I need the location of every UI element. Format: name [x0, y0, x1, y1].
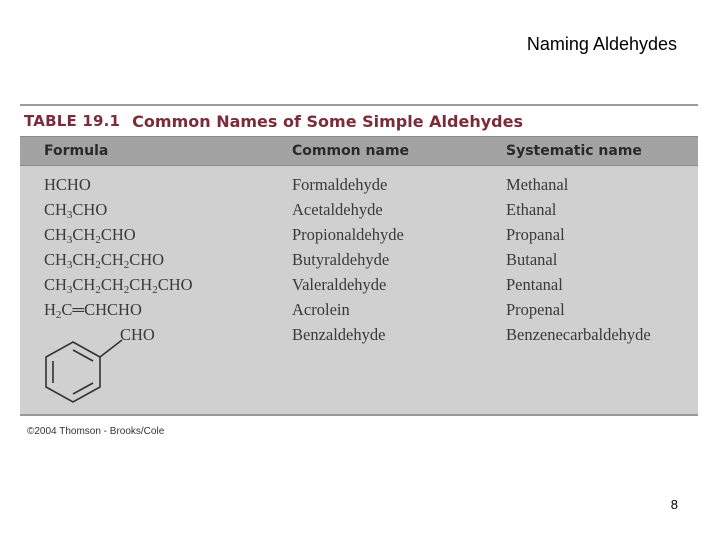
table-row — [20, 247, 698, 272]
formula-cell: $CH_3CH_2CH_2CHO$ — [44, 250, 165, 271]
page-number: 8 — [670, 497, 678, 512]
systematic-name-cell: Butanal — [506, 250, 558, 269]
formula-cell: HCHO — [44, 175, 91, 194]
formula-cell: $CH_3CH_2CH_2CH_2CHO$ — [44, 275, 193, 296]
header-systematic-name: Systematic name — [506, 143, 642, 159]
table-row — [20, 222, 698, 247]
header-formula: Formula — [44, 143, 109, 159]
systematic-name-cell: Benzenecarbaldehyde — [506, 325, 651, 344]
table-caption-text: Common Names of Some Simple Aldehydes — [132, 111, 523, 131]
common-name-cell: Butyraldehyde — [292, 250, 390, 269]
common-name-cell: Formaldehyde — [292, 175, 388, 194]
formula-cell: $CH_3CH_2CHO$ — [44, 225, 136, 246]
table-body — [20, 165, 698, 416]
header-common-name: Common name — [292, 143, 410, 159]
benzaldehyde-cho-label: CHO — [120, 325, 155, 344]
formula-cell: $H_2C═CHCHO$ — [44, 300, 142, 321]
common-name-cell: Valeraldehyde — [292, 275, 387, 294]
systematic-name-cell: Propenal — [506, 300, 565, 319]
common-name-cell: Acrolein — [292, 300, 350, 319]
table-label: TABLE 19.1 — [24, 112, 121, 130]
copyright-notice: ©2004 Thomson - Brooks/Cole — [27, 426, 165, 437]
table-header-row — [20, 136, 698, 165]
benzene-ring-structure — [40, 337, 130, 409]
aldehyde-table — [20, 104, 698, 416]
common-name-cell: Benzaldehyde — [292, 325, 386, 344]
formula-cell: $CH_3CHO$ — [44, 200, 108, 221]
systematic-name-cell: Ethanal — [506, 200, 557, 219]
slide-title: Naming Aldehydes — [526, 34, 677, 54]
table-row — [20, 297, 698, 322]
systematic-name-cell: Pentanal — [506, 275, 563, 294]
table-caption — [20, 106, 698, 136]
common-name-cell: Propionaldehyde — [292, 225, 404, 244]
table-row — [20, 197, 698, 222]
systematic-name-cell: Propanal — [506, 225, 565, 244]
table-row — [20, 172, 698, 197]
common-name-cell: Acetaldehyde — [292, 200, 383, 219]
table-row — [20, 272, 698, 297]
systematic-name-cell: Methanal — [506, 175, 569, 194]
